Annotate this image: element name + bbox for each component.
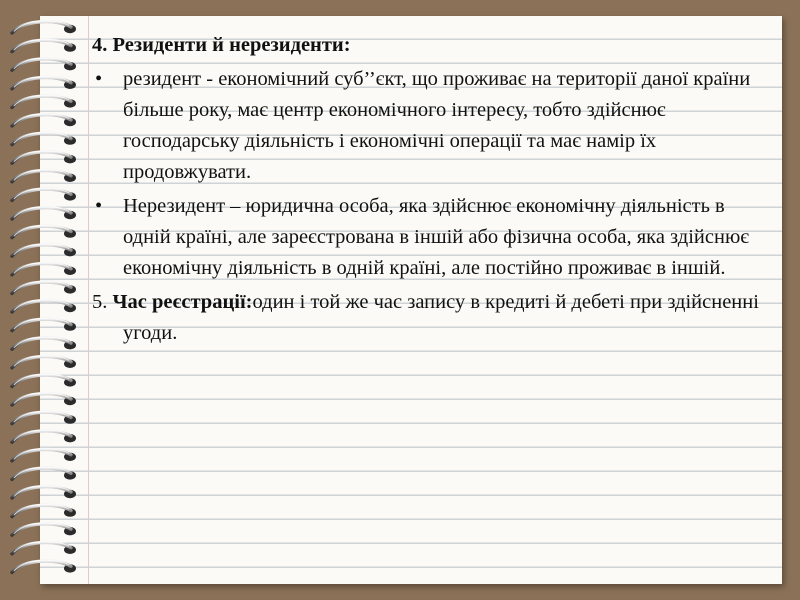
spiral-ring (12, 542, 76, 554)
spiral-ring (12, 188, 76, 200)
spiral-ring (12, 560, 76, 572)
spiral-ring (12, 393, 76, 405)
resident-definition: резидент - економічний суб’’єкт, що проживає на території даної країни більше року, має центр економічного інтересу, тобто здійснює господарську діяльність і економічні операції та має намір їх продовжувати. (123, 68, 751, 183)
spiral-ring (12, 486, 76, 498)
bullet-marker: • (95, 68, 103, 90)
spiral-ring (12, 132, 76, 144)
spiral-ring (12, 58, 76, 70)
spiral-ring (12, 77, 76, 89)
spiral-ring (12, 300, 76, 312)
section-heading: 4. Резиденти й нерезиденти: (92, 34, 351, 56)
spiral-ring (12, 170, 76, 182)
spiral-ring (12, 449, 76, 461)
spiral-ring (12, 411, 76, 423)
spiral-ring (12, 318, 76, 330)
spiral-ring (12, 263, 76, 275)
spiral-ring (12, 337, 76, 349)
spiral-ring (12, 207, 76, 219)
spiral-ring (12, 39, 76, 51)
spiral-ring (12, 504, 76, 516)
nonresident-definition: Нерезидент – юридична особа, яка здійснює економічну діяльність в одній країні, але зареєстрована в іншій або фізична особа, яка здійснює економічну діяльність в одній країні, але постійно проживає в іншій. (123, 195, 750, 279)
list-item-nonresident (92, 191, 762, 284)
paragraph-number: 5. (92, 291, 113, 313)
list-item-resident (92, 64, 762, 188)
slide-content (92, 30, 762, 349)
spiral-ring (12, 430, 76, 442)
registration-time-text: один і той же час запису в кредиті й дебеті при здійсненні угоди. (123, 291, 759, 344)
spiral-ring (12, 356, 76, 368)
registration-time-label: Час реєстрації: (112, 291, 253, 313)
spiral-ring (12, 374, 76, 386)
spiral-ring (12, 114, 76, 126)
spiral-ring (12, 95, 76, 107)
spiral-ring (12, 467, 76, 479)
spiral-ring (12, 244, 76, 256)
spiral-ring (12, 523, 76, 535)
bullet-marker: • (95, 195, 103, 217)
registration-time-paragraph (92, 287, 762, 349)
spiral-ring (12, 281, 76, 293)
spiral-binding (0, 0, 90, 600)
spiral-ring (12, 21, 76, 33)
spiral-ring (12, 151, 76, 163)
bullet-list (92, 64, 762, 284)
spiral-ring (12, 225, 76, 237)
